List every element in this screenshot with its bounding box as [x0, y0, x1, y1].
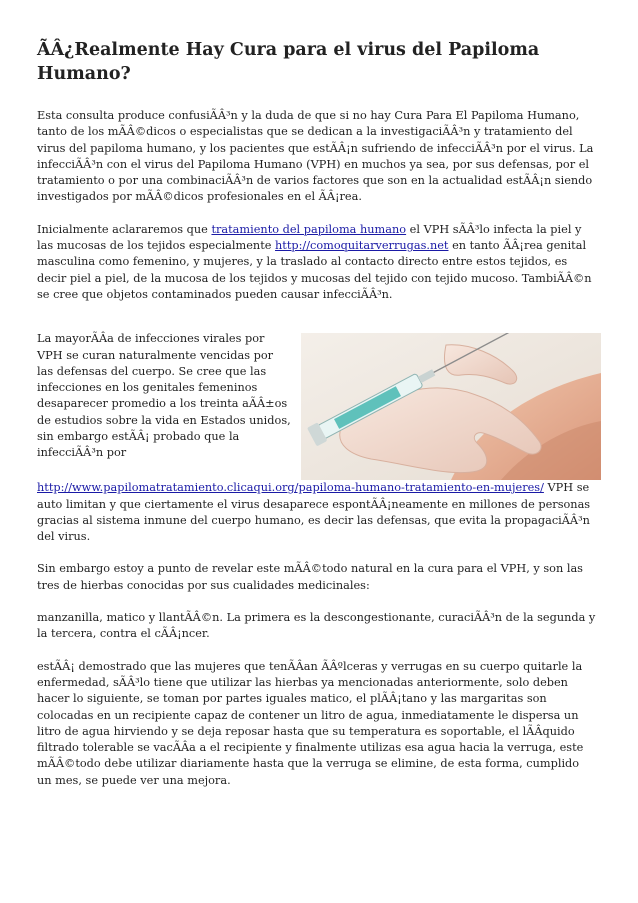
- paragraph-intro: Esta consulta produce confusiÃÂ³n y la duda de que si no hay Cura Para El Papiloma Humano, tanto de los mÃÂ©dicos o especialistas que se dedican a la investigaciÃÂ³n y tratamiento del virus del papiloma humano, y los pacientes que estÃÂ¡n sufriendo de infecciÃÂ³n por el virus. La infecciÃÂ³n con el virus del Papiloma Humano (VPH) en muchos ya sea, por sus defensas, por el tratamiento o por una combinaciÃÂ³n de varios factores que son en la actualidad estÃÂ¡n siendo investigados por mÃÂ©dicos profesionales en el ÃÂ¡rea.: [37, 109, 594, 204]
- injection-photo: [301, 333, 601, 480]
- verrugas-link[interactable]: http://comoquitarverrugas.net: [275, 239, 449, 253]
- paragraph-herbs: manzanilla, matico y llantÃÂ©n. La primera es la descongestionante, curaciÃÂ³n de la segunda y la tercera, contra el cÃÂ¡ncer.: [37, 611, 596, 641]
- paragraph-instructions: estÃÂ¡ demostrado que las mujeres que tenÃÂan ÃÂºlceras y verrugas en su cuerpo quitarle la enfermedad, sÃÂ³lo tiene que utilizar las hierbas ya mencionadas anteriormente, solo deben hacer lo siguiente, se toman por partes iguales matico, el plÃÂ¡tano y las margaritas son colocadas en un recipiente capaz de contener un litro de agua, inmediatamente le dispersa un litro de agua hirviendo y se deja reposar hasta que su temperatura es soportable, el lÃÂquido filtrado tolerable se vacÃÂa a el recipiente y finalmente utilizas esa agua hacia la verruga, este mÃÂ©todo debe utilizar diariamente hasta que la verruga se elimine, de esta forma, cumplido un mes, se puede ver una mejora.: [37, 659, 584, 787]
- paragraph-infections: [37, 331, 597, 545]
- paragraph-text: La mayorÃÂa de infecciones virales por VPH se curan naturalmente vencidas por las defensas del cuerpo. Se cree que las infecciones en los genitales femeninos desaparecer promedio a los treinta aÃÂ±os de estudios sobre la vida en Estados unidos, sin embargo estÃÂ¡ probado que la infecciÃÂ³n por: [37, 332, 291, 460]
- papiloma-treatment-link[interactable]: http://www.papilomatratamiento.clicaqui.org/papiloma-humano-tratamiento-en-mujeres/: [37, 481, 544, 495]
- paragraph-method-intro: Sin embargo estoy a punto de revelar este mÃÂ©todo natural en la cura para el VPH, y son las tres de hierbas conocidas por sus cualidades medicinales:: [37, 562, 583, 592]
- article-title: ÃÂ¿Realmente Hay Cura para el virus del Papiloma Humano?: [37, 40, 540, 84]
- paragraph-text: VPH se auto limitan y que ciertamente el virus desaparece espontÃÂ¡neamente en millones de personas gracias al sistema inmune del cuerpo humano, es decir las defensas, que evita la propagaciÃÂ³n del virus.: [37, 481, 591, 544]
- paragraph-transmission: [37, 222, 597, 303]
- spacer: [37, 319, 597, 331]
- paragraph-text: el VPH sÃÂ³lo infecta la piel y las mucosas de los tejidos especialmente: [37, 222, 582, 253]
- article: [37, 38, 597, 805]
- paragraph-text: Inicialmente aclararemos que: [37, 222, 212, 236]
- paragraph-text: en tanto ÃÂ¡rea genital masculina como femenino, y mujeres, y la traslado al contacto directo entre estos tejidos, es decir piel a piel, de la mucosa de los tejidos y mucosas del tejido con tejido mucoso. TambiÃÂ©n se cree que objetos contaminados pueden causar infecciÃÂ³n.: [37, 239, 592, 301]
- treatment-link[interactable]: tratamiento del papiloma humano: [211, 222, 407, 236]
